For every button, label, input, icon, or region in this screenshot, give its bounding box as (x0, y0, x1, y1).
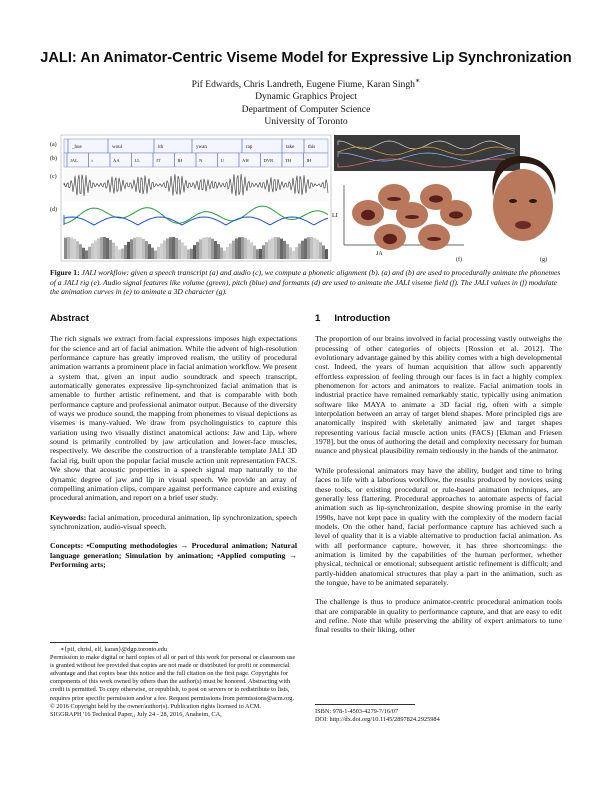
intro-paragraph-1: The proportion of our brains involved in facial processing vastly outweighs the processing of other categories of objects [Rossion et al. 2012]. The evolutionary advantage gained by this ability comes with a high developmental cost. Indeed, the years of human acquisition that allow such apparently effortless expression of feeling through our faces is in fact a highly complex phenomenon for actors and animators to realize. Facial animation tools in industrial practice have remained remarkably static, typically using animation software like MAYA to animate a 3D facial rig, often with a simple interpolation between an array of target blend shapes. More principled rigs are anatomically inspired with skeletally animated jaw and target shapes representing various facial muscle action units (FACS) [Ekman and Friesen 1978], but the onus of authoring the detail and complexity necessary for human nuance and physical plausibility remain tediously in the hands of the animator. (315, 334, 562, 456)
phoneme-label: TH (285, 158, 292, 163)
spectrogram-column (160, 243, 163, 259)
spectrogram-column (76, 241, 79, 259)
phoneme-label: U (220, 158, 224, 163)
spectrogram-column (130, 239, 133, 259)
spectrogram-column (172, 237, 175, 259)
phoneme-label: JAL (70, 158, 78, 163)
venue-line: SIGGRAPH '16 Technical Paper,, July 24 - 28, 2016, Anaheim, CA, (50, 710, 222, 718)
spectrogram-column (115, 246, 118, 259)
transcript-word: _hue (72, 145, 82, 150)
spectrogram-column (85, 250, 88, 259)
spectrogram-column (64, 238, 67, 259)
spectrogram-column (118, 250, 121, 259)
spectrogram-column (214, 241, 217, 259)
spectrogram-column (235, 238, 238, 259)
author-department: Department of Computer Science (241, 103, 371, 115)
character-face (492, 156, 555, 263)
spectrogram-column (247, 240, 250, 259)
spectrogram-column (67, 237, 70, 259)
abstract-heading: Abstract (50, 313, 89, 324)
transcript-word: this (308, 145, 316, 150)
spectrogram-column (157, 247, 160, 259)
spectrogram-column (274, 237, 277, 259)
isbn-rule (315, 704, 415, 705)
spectrogram-column (286, 244, 289, 259)
spectrogram-column (166, 238, 169, 259)
paper-title: JALI: An Animator-Centric Viseme Model for Expressive Lip Synchronization (40, 50, 572, 66)
audio-features-row (64, 203, 328, 231)
permission-notice: Permission to make digital or hard copies of all or part of this work for personal or classroom use is granted without fee provided that copies are not made or distributed for profit or commercial advantage and that copies bear this notice and the full citation on the first page. Copyrights for components of this work owned by others than the author(s) must be honored. Abstracting with credit is permitted. To copy otherwise, or republish, to post on servers or to redistribute to lists, requires prior specific permission and/or a fee. Request permissions from permissions@acm.org. © 2016 Copyright held by the owner/author(s). Publication rights licensed to ACM. (50, 654, 296, 710)
spectrogram-column (163, 241, 166, 259)
open-mouth (449, 211, 463, 218)
phoneme-alignment-row (64, 153, 328, 167)
panel-label-f: (f) (456, 257, 462, 263)
spectrogram-column (109, 240, 112, 259)
spectrogram-column (280, 239, 283, 259)
concepts-text: •Computing methodologies → Procedural animation; Natural language generation; Simulation by animation; •Applied computing → Performing arts; (50, 541, 297, 569)
panel-label-b: (b) (50, 156, 57, 162)
spectrogram-column (232, 241, 235, 259)
spectrogram-column (199, 239, 202, 259)
transcript-word: rap (246, 145, 253, 150)
spectrogram-column (208, 237, 211, 259)
spectrogram-column (211, 239, 214, 259)
spectrogram-column (142, 239, 145, 259)
li-axis-label: LI (332, 213, 338, 219)
spectrogram-column (265, 242, 268, 259)
open-mouth (383, 234, 397, 244)
spectrogram-column (190, 249, 193, 259)
spectrogram-column (319, 242, 322, 259)
panel-label-c: (c) (50, 174, 57, 180)
phoneme-label: JT (156, 158, 161, 163)
spectrogram-column (205, 237, 208, 259)
spectrogram-column (289, 247, 292, 259)
spectrogram-column (250, 242, 253, 259)
spectrogram-column (244, 238, 247, 259)
spectrogram-column (112, 243, 115, 259)
spectrogram-column (259, 249, 262, 259)
footnote-rule (50, 642, 158, 643)
phoneme-label: DVR (263, 158, 274, 163)
spectrogram-column (229, 244, 232, 259)
spectrogram-column (283, 241, 286, 259)
spectrogram-column (82, 248, 85, 259)
transcript-word: ith (158, 145, 164, 150)
right-column (315, 314, 562, 645)
phoneme-label: IH (306, 158, 312, 163)
panel-label-a: (a) (50, 142, 57, 148)
spectrogram-column (145, 241, 148, 259)
section-title: Introduction (334, 313, 391, 324)
left-column (50, 314, 297, 577)
ja-axis-label: JA (376, 251, 383, 257)
spectrogram-column (169, 237, 172, 259)
phoneme-label: AA (113, 158, 120, 163)
spectrogram-column (196, 242, 199, 259)
panel-label-d: (d) (50, 207, 57, 213)
spectrogram-column (79, 244, 82, 259)
spectrogram-column (202, 238, 205, 259)
mouth-sample (396, 202, 428, 228)
spectrogram-column (106, 238, 109, 259)
spectrogram-column (103, 237, 106, 259)
transcript-word: ywan (196, 145, 207, 150)
panel-label-g: (g) (540, 257, 547, 263)
author-university: University of Toronto (264, 115, 348, 127)
spectrogram-column (307, 237, 310, 259)
spectrogram-column (325, 249, 328, 259)
keywords (50, 513, 297, 532)
footnote-block (50, 642, 297, 719)
spectrogram-column (268, 239, 271, 259)
right-eye (529, 199, 537, 203)
caption-label: Figure 1: (50, 268, 80, 277)
author-names-text: Pif Edwards, Chris Landreth, Eugene Fiume, Karan Singh (191, 79, 415, 91)
spectrogram-column (256, 249, 259, 259)
spectrogram-column (226, 247, 229, 259)
spectrogram-column (316, 240, 319, 259)
spectrogram-column (139, 237, 142, 259)
mouth-sample (418, 224, 450, 250)
spectrogram-column (133, 238, 136, 259)
spectrogram-column (322, 245, 325, 259)
caption-text: JALI workflow: given a speech transcript (a) and audio (c), we compute a phonetic alignment (b). (a) and (b) are used to procedurally animate the phonemes of a JALI rig (e). Audio signal features like volume (green), pitch (blue) and formants (d) are used to animate the JALI viseme field (f). The JALI values in (f) modulate the animation curves in (e) to animate a 3D character (g). (50, 268, 561, 297)
spectrogram-column (310, 237, 313, 259)
face-skin (493, 169, 553, 241)
spectrogram-column (94, 240, 97, 259)
transcript-word: woul (112, 145, 122, 150)
spectrogram-column (262, 245, 265, 259)
intro-paragraph-3: The challenge is thus to produce animator-centric procedural animation tools that are comparable in quality to performance capture, and that are easy to edit and refine. Note that while preserving the ability of expert animators to tune final results to their liking, other (315, 597, 562, 635)
author-footnote-mark: ∗ (414, 76, 421, 85)
intro-paragraph-2: While professional animators may have the ability, budget and time to bring faces to life with a laborious workflow, the results produced by novices using these tools, or existing procedural or rule-based animation techniques, are generally less flattering. Procedural approaches to automate aspects of facial animation such as lip-synchronization, despite showing promise in the early 1990s, have not kept pace in quality with the complexity of the modern facial models. On the other hand, facial performance capture has achieved such a level of quality that it is a viable alternative to production facial animation. As with all performance capture, however, it has three shortcomings: the animation is limited by the capabilities of the human performer, whether physical, technical or emotional; subsequent artistic refinement is difficult; and partly-hidden anatomical structures that play a part in the animation, such as the tongue, have to be animated separately. (315, 465, 562, 587)
mouth-shape-grid (352, 184, 472, 250)
spectrogram-column (277, 237, 280, 259)
spectrogram-column (292, 251, 295, 259)
keywords-label: Keywords: (50, 512, 87, 522)
section-number: 1 (315, 313, 321, 324)
concepts-label: Concepts: (50, 541, 84, 551)
ccs-concepts (50, 541, 297, 569)
spectrogram-column (121, 249, 124, 259)
spectrogram-column (217, 244, 220, 259)
spectrogram-column (175, 238, 178, 259)
transcript-row (64, 139, 328, 153)
spectrogram-column (220, 247, 223, 259)
audio-waveform-row (64, 169, 328, 201)
phoneme-label: r (91, 158, 94, 163)
mouth-sample (440, 200, 472, 226)
phoneme-label: N (199, 158, 203, 163)
spectrogram-column (178, 240, 181, 259)
open-mouth (429, 195, 443, 202)
mouth-sample (352, 200, 384, 226)
open-mouth (427, 237, 441, 241)
spectrogram-column (187, 249, 190, 259)
spectrogram-column (253, 246, 256, 259)
open-mouth (361, 210, 375, 220)
left-eye (509, 199, 517, 203)
isbn-line: ISBN: 978-1-4503-4279-7/16/07 (315, 708, 399, 715)
author-names (0, 75, 612, 91)
spectrogram-column (295, 247, 298, 259)
open-mouth (405, 215, 419, 219)
open-mouth (387, 197, 401, 201)
spectrogram-column (70, 237, 73, 259)
figure-1-workflow (50, 133, 562, 263)
mouth-sample (374, 224, 406, 250)
spectrogram-column (151, 248, 154, 259)
spectrogram-column (304, 239, 307, 259)
phoneme-label: LL (134, 158, 141, 163)
spectrogram-column (100, 237, 103, 259)
author-group: Dynamic Graphics Project (255, 91, 357, 103)
doi-line: DOI: http://dx.doi.org/10.1145/2897824.2925984 (315, 716, 440, 724)
phoneme-label: AH (242, 158, 249, 163)
mouth (515, 221, 531, 229)
spectrogram-column (124, 245, 127, 259)
spectrogram-column (298, 244, 301, 259)
author-block (0, 75, 612, 128)
spectrogram-column (301, 241, 304, 259)
spectrogram-column (91, 243, 94, 259)
phoneme-label: IH (177, 158, 183, 163)
isbn-block (315, 704, 562, 724)
spectrogram-column (154, 251, 157, 259)
abstract-body: The rich signals we extract from facial expressions imposes high expectations for the science and art of facial animation. While the advent of high-resolution performance capture has greatly improved realism, the utility of procedural animation warrants a prominent place in facial animation workflow. We present a system that, given an input audio soundtrack and speech transcript, automatically generates expressive lip-synchronized facial animation that is amenable to further artistic refinement, and that is comparable with both performance capture and professional animator output. Because of the diversity of ways we produce sound, the mapping from phonemes to visual depictions as visemes is many-valued. We draw from psycholinguistics to capture this variation using two visually distinct anatomical actions: Jaw and Lip, where sound is primarily controlled by jaw articulation and lower-face muscles, respectively. We describe the construction of a transferable template JALI 3D facial rig, built upon the popular facial muscle action unit representation FACS. We show that acoustic properties in a speech signal map naturally to the dynamic degree of jaw and lip in visual speech. We provide an array of compelling animation clips, compare against performance capture and existing procedural animation, and report on a brief user study. (50, 334, 297, 503)
spectrogram-column (136, 237, 139, 259)
spectrogram-column (271, 238, 274, 259)
spectrogram-column (73, 239, 76, 259)
spectrogram-column (223, 251, 226, 259)
spectrogram-column (127, 242, 130, 259)
transcript-word: take (286, 145, 295, 150)
spectrogram-column (238, 237, 241, 259)
spectrogram-column (181, 242, 184, 259)
introduction-heading (315, 314, 562, 323)
spectrogram-column (313, 238, 316, 259)
keywords-text: facial animation, procedural animation, lip synchronization, speech synchronization, audio-visual speech. (50, 512, 298, 531)
figure-caption (50, 268, 562, 297)
spectrogram-column (88, 247, 91, 259)
spectrogram-column (241, 237, 244, 259)
author-emails: ∗{pif, chrisl, elf, karan}@dgp.toronto.edu (60, 646, 168, 653)
spectrogram-column (193, 245, 196, 259)
spectrogram-column (97, 238, 100, 259)
spectrogram-column (184, 246, 187, 259)
spectrogram-column (148, 244, 151, 259)
